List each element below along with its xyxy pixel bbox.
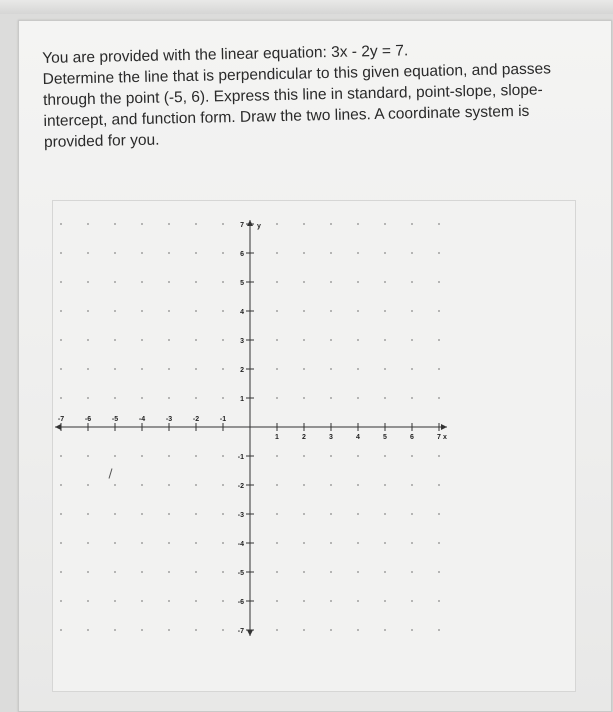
grid-dot — [384, 629, 386, 631]
grid-dot — [60, 542, 62, 544]
grid-dot — [60, 600, 62, 602]
x-tick-label: 6 — [410, 434, 414, 441]
grid-dot — [438, 629, 440, 631]
grid-dot — [384, 223, 386, 225]
grid-dot — [330, 571, 332, 573]
grid-dot — [222, 252, 224, 254]
grid-dot — [330, 368, 332, 370]
grid-dot — [195, 339, 197, 341]
grid-dot — [222, 571, 224, 573]
grid-dot — [114, 484, 116, 486]
grid-dot — [168, 571, 170, 573]
grid-dot — [141, 484, 143, 486]
grid-dot — [411, 252, 413, 254]
coordinate-plane[interactable] — [53, 201, 575, 691]
grid-dot — [114, 310, 116, 312]
x-tick-label: -4 — [138, 416, 146, 423]
grid-dot — [195, 542, 197, 544]
grid-dot — [114, 339, 116, 341]
grid-dot — [384, 339, 386, 341]
top-strip — [0, 0, 613, 14]
grid-dot — [114, 542, 116, 544]
grid-dot — [411, 600, 413, 602]
grid-dot — [330, 310, 332, 312]
grid-dot — [303, 368, 305, 370]
grid-dot — [168, 542, 170, 544]
grid-dot — [357, 542, 359, 544]
x-tick-label: 1 — [275, 434, 279, 441]
grid-dot — [384, 455, 386, 457]
grid-dot — [168, 484, 170, 486]
grid-dot — [411, 281, 413, 283]
grid-dot — [411, 397, 413, 399]
grid-dot — [141, 368, 143, 370]
grid-dot — [357, 397, 359, 399]
grid-dot — [411, 223, 413, 225]
grid-dot — [114, 368, 116, 370]
grid-dot — [60, 368, 62, 370]
grid-dot — [141, 252, 143, 254]
grid-dot — [60, 629, 62, 631]
grid-dot — [303, 484, 305, 486]
grid-dot — [276, 600, 278, 602]
grid-dot — [60, 281, 62, 283]
grid-dot — [276, 281, 278, 283]
grid-dot — [87, 513, 89, 515]
grid-dot — [168, 455, 170, 457]
grid-dot — [438, 542, 440, 544]
y-tick-label: -6 — [237, 599, 244, 606]
grid-dot — [276, 571, 278, 573]
grid-dot — [438, 339, 440, 341]
grid-dot — [438, 600, 440, 602]
grid-dot — [222, 600, 224, 602]
grid-dot — [303, 223, 305, 225]
grid-dot — [60, 310, 62, 312]
grid-dot — [87, 339, 89, 341]
stray-pencil-mark — [109, 469, 112, 479]
x-tick-label: -1 — [219, 416, 227, 423]
grid-dot — [303, 571, 305, 573]
grid-dot — [357, 484, 359, 486]
grid-dot — [141, 397, 143, 399]
grid-dot — [303, 513, 305, 515]
grid-dot — [195, 252, 197, 254]
grid-dot — [114, 600, 116, 602]
grid-dot — [330, 223, 332, 225]
x-tick-label: -6 — [84, 416, 92, 423]
grid-dot — [357, 600, 359, 602]
grid-dot — [60, 571, 62, 573]
grid-dot — [168, 629, 170, 631]
grid-dot — [114, 513, 116, 515]
grid-dot — [195, 455, 197, 457]
grid-dot — [276, 629, 278, 631]
grid-dot — [330, 397, 332, 399]
grid-dot — [357, 513, 359, 515]
grid-dot — [222, 339, 224, 341]
grid-dot — [438, 252, 440, 254]
grid-dot — [411, 484, 413, 486]
grid-dot — [60, 252, 62, 254]
grid-dot — [87, 397, 89, 399]
grid-dot — [276, 339, 278, 341]
grid-dot — [222, 310, 224, 312]
grid-dot — [411, 310, 413, 312]
grid-dot — [195, 600, 197, 602]
problem-line-3: through the point (-5, 6). Express this line in standard, point-slope, slope- — [42, 81, 543, 109]
y-axis-arrow-up — [247, 220, 253, 226]
grid-dot — [87, 455, 89, 457]
grid-dot — [330, 600, 332, 602]
grid-dot — [195, 629, 197, 631]
grid-dot — [168, 339, 170, 341]
problem-statement — [42, 37, 584, 153]
y-tick-label: 3 — [240, 338, 244, 345]
grid-dot — [168, 600, 170, 602]
grid-dot — [141, 281, 143, 283]
grid-dot — [114, 281, 116, 283]
grid-dot — [195, 397, 197, 399]
y-tick-label: -5 — [237, 570, 244, 577]
y-axis-label: y — [257, 223, 261, 230]
grid-dot — [222, 629, 224, 631]
grid-dot — [276, 484, 278, 486]
grid-dot — [438, 571, 440, 573]
grid-dot — [168, 310, 170, 312]
grid-dot — [195, 571, 197, 573]
y-tick-label: -3 — [237, 512, 244, 519]
grid-dot — [114, 223, 116, 225]
grid-dot — [384, 368, 386, 370]
grid-dot — [276, 455, 278, 457]
problem-line-5: provided for you. — [43, 131, 160, 151]
y-tick-label: -7 — [237, 628, 244, 635]
grid-dot — [60, 455, 62, 457]
grid-dot — [330, 455, 332, 457]
grid-dot — [276, 310, 278, 312]
grid-dot — [384, 252, 386, 254]
grid-dot — [357, 629, 359, 631]
grid-dot — [276, 542, 278, 544]
grid-dot — [330, 542, 332, 544]
grid-dot — [87, 368, 89, 370]
problem-line-2: Determine the line that is perpendicular to this given equation, and passes — [42, 60, 552, 88]
grid-dot — [303, 629, 305, 631]
grid-dot — [195, 368, 197, 370]
problem-line-4: intercept, and function form. Draw the two lines. A coordinate system is — [43, 102, 530, 130]
grid-dot — [141, 629, 143, 631]
grid-dot — [222, 455, 224, 457]
grid-dot — [384, 397, 386, 399]
x-axis-arrow-left — [55, 424, 61, 430]
grid-dot — [195, 310, 197, 312]
grid-dot — [168, 223, 170, 225]
grid-dot — [303, 455, 305, 457]
grid-dot — [141, 542, 143, 544]
grid-dot — [384, 484, 386, 486]
grid-dot — [60, 339, 62, 341]
grid-dot — [330, 484, 332, 486]
grid-dot — [60, 484, 62, 486]
y-tick-label: 2 — [240, 367, 244, 374]
x-tick-label: -3 — [165, 416, 173, 423]
problem-line-1: You are provided with the linear equation: 3x - 2y = 7. — [42, 42, 409, 67]
grid-dot — [303, 310, 305, 312]
grid-dot — [87, 484, 89, 486]
grid-dot — [438, 310, 440, 312]
x-tick-label: -2 — [192, 416, 200, 423]
grid-dot — [195, 223, 197, 225]
grid-dot — [141, 600, 143, 602]
grid-dot — [168, 513, 170, 515]
grid-dot — [222, 281, 224, 283]
x-tick-label: 5 — [383, 434, 387, 441]
grid-dot — [330, 513, 332, 515]
grid-dot — [141, 339, 143, 341]
grid-dot — [438, 281, 440, 283]
grid-dot — [141, 310, 143, 312]
grid-dot — [357, 339, 359, 341]
grid-dot — [438, 368, 440, 370]
grid-dot — [276, 223, 278, 225]
grid-dot — [195, 281, 197, 283]
x-tick-label: 4 — [356, 434, 360, 441]
y-tick-label: -1 — [237, 454, 244, 461]
grid-dot — [87, 223, 89, 225]
grid-dot — [330, 629, 332, 631]
x-tick-label: 3 — [329, 434, 333, 441]
grid-dot — [384, 542, 386, 544]
grid-dot — [60, 397, 62, 399]
grid-dot — [222, 513, 224, 515]
y-tick-label: 4 — [240, 309, 244, 316]
x-tick-label: 7 — [437, 434, 441, 441]
grid-dot — [222, 368, 224, 370]
grid-dot — [222, 484, 224, 486]
grid-dot — [411, 542, 413, 544]
grid-dot — [411, 629, 413, 631]
grid-dot — [114, 629, 116, 631]
grid-dot — [330, 281, 332, 283]
grid-dot — [87, 571, 89, 573]
grid-dot — [87, 252, 89, 254]
x-tick-label: -5 — [111, 416, 119, 423]
grid-dot — [330, 339, 332, 341]
grid-dot — [114, 397, 116, 399]
grid-dot — [357, 281, 359, 283]
y-axis-arrow-down — [247, 630, 253, 636]
grid-dot — [438, 513, 440, 515]
grid-dot — [114, 455, 116, 457]
grid-dot — [438, 484, 440, 486]
grid-dot — [303, 281, 305, 283]
grid-dot — [168, 252, 170, 254]
grid-dot — [195, 484, 197, 486]
grid-dot — [384, 571, 386, 573]
grid-dot — [114, 252, 116, 254]
grid-dot — [87, 600, 89, 602]
grid-dot — [276, 368, 278, 370]
grid-dot — [384, 600, 386, 602]
grid-dot — [303, 252, 305, 254]
grid-dot — [87, 310, 89, 312]
grid-dot — [141, 571, 143, 573]
grid-dot — [303, 542, 305, 544]
y-tick-label: 1 — [240, 396, 244, 403]
grid-dot — [141, 223, 143, 225]
x-axis-label: x — [443, 434, 447, 441]
grid-dot — [411, 339, 413, 341]
y-tick-label: 6 — [240, 251, 244, 258]
grid-dot — [87, 281, 89, 283]
grid-dot — [384, 281, 386, 283]
grid-dot — [60, 513, 62, 515]
grid-dot — [357, 310, 359, 312]
grid-dot — [276, 397, 278, 399]
grid-dot — [438, 397, 440, 399]
grid-dot — [195, 513, 197, 515]
y-tick-label: 7 — [240, 222, 244, 229]
grid-dot — [222, 397, 224, 399]
grid-dot — [87, 629, 89, 631]
grid-dot — [357, 252, 359, 254]
grid-dot — [357, 571, 359, 573]
y-tick-label: -4 — [237, 541, 244, 548]
coordinate-grid-panel[interactable] — [52, 200, 576, 692]
grid-dot — [384, 310, 386, 312]
grid-dot — [114, 571, 116, 573]
grid-dot — [357, 368, 359, 370]
x-tick-label: -7 — [57, 416, 65, 423]
grid-dot — [276, 513, 278, 515]
grid-dot — [222, 542, 224, 544]
grid-dot — [411, 513, 413, 515]
grid-dot — [411, 571, 413, 573]
grid-dot — [141, 513, 143, 515]
y-tick-label: -2 — [237, 483, 244, 490]
grid-dot — [141, 455, 143, 457]
grid-dot — [87, 542, 89, 544]
grid-dot — [384, 513, 386, 515]
grid-dot — [357, 223, 359, 225]
grid-dot — [411, 368, 413, 370]
grid-dot — [222, 223, 224, 225]
grid-dot — [168, 368, 170, 370]
x-tick-label: 2 — [302, 434, 306, 441]
grid-dot — [303, 339, 305, 341]
grid-dot — [357, 455, 359, 457]
grid-dot — [276, 252, 278, 254]
grid-dot — [303, 600, 305, 602]
grid-dot — [168, 281, 170, 283]
x-axis-arrow-right — [441, 424, 447, 430]
grid-dot — [438, 223, 440, 225]
y-tick-label: 5 — [240, 280, 244, 287]
grid-dot — [303, 397, 305, 399]
grid-dot — [438, 455, 440, 457]
grid-dot — [330, 252, 332, 254]
grid-dot — [411, 455, 413, 457]
grid-dot — [168, 397, 170, 399]
grid-dot — [60, 223, 62, 225]
